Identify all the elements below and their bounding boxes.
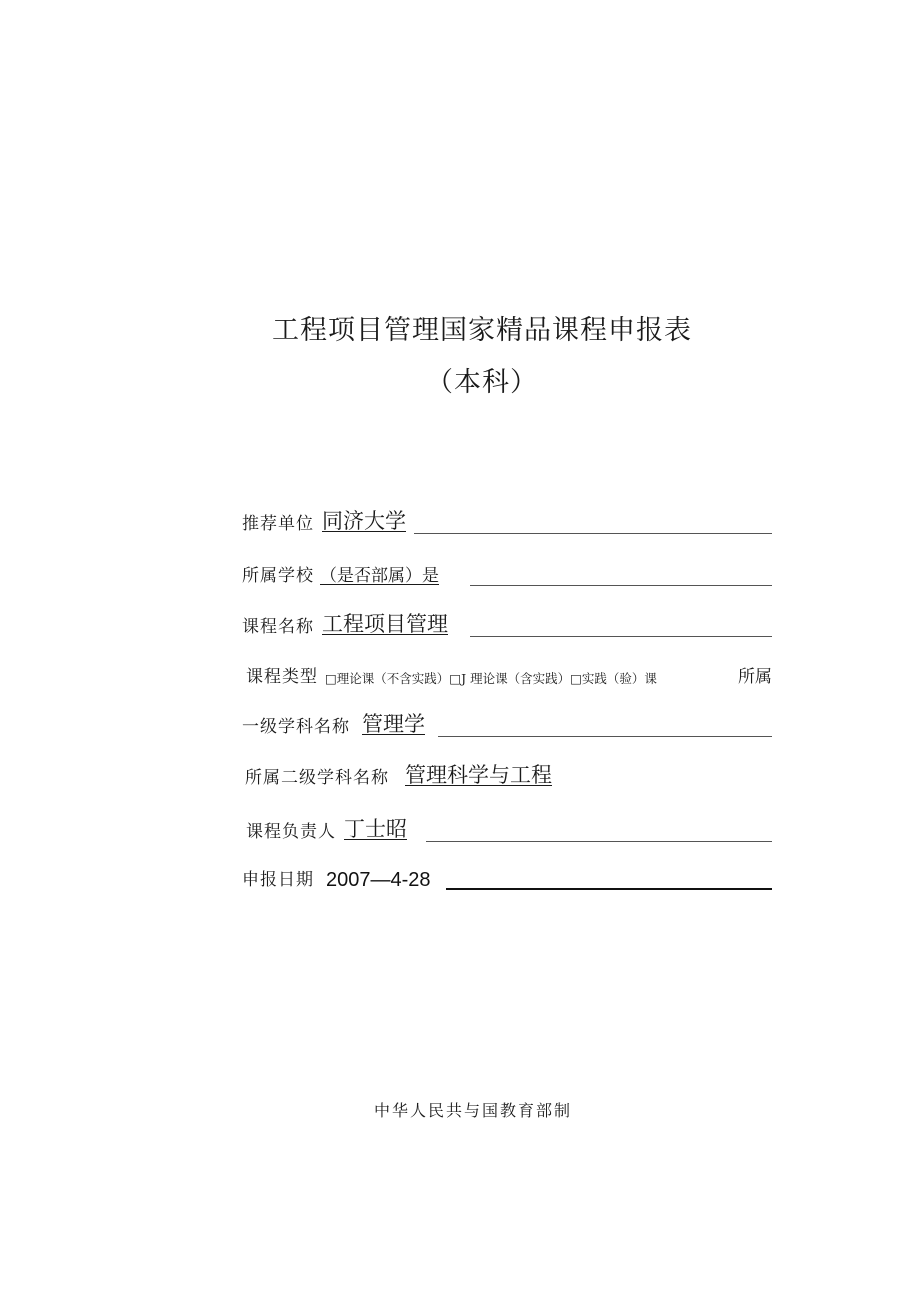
field-label: 所属二级学科名称	[245, 768, 389, 788]
field-course-name	[242, 609, 774, 639]
course-type-options: □理论课（不含实践）□J 理论课（含实践）□实践（验）课	[325, 671, 657, 686]
course-type-suffix: 所属	[738, 667, 772, 687]
field-value: 同济大学	[322, 509, 406, 533]
blank-line	[470, 585, 772, 586]
field-value: 管理科学与工程	[405, 763, 552, 787]
field-label: 推荐单位	[242, 514, 314, 534]
field-course-leader	[246, 814, 778, 844]
field-course-type	[246, 659, 778, 689]
field-label: 一级学科名称	[242, 717, 350, 737]
field-label: 课程类型	[246, 667, 318, 687]
field-secondary-discipline	[245, 760, 777, 790]
field-value: （是否部属）是	[320, 566, 439, 586]
blank-line	[426, 841, 772, 842]
field-label: 申报日期	[242, 870, 314, 890]
field-value: 工程项目管理	[322, 612, 448, 636]
field-value: 丁士昭	[344, 817, 407, 841]
blank-line	[470, 636, 772, 637]
field-label: 课程负责人	[246, 822, 336, 842]
document-title: 工程项目管理国家精品课程申报表	[272, 315, 692, 346]
document-subtitle: （本科）	[426, 367, 538, 398]
field-primary-discipline	[242, 709, 774, 739]
field-label: 课程名称	[242, 617, 314, 637]
field-school	[242, 558, 774, 588]
issuer-footer: 中华人民共与国教育部制	[373, 1101, 572, 1120]
field-application-date	[242, 862, 774, 892]
field-recommending-unit	[242, 506, 774, 536]
field-value: 管理学	[362, 712, 425, 736]
field-label: 所属学校	[242, 566, 314, 586]
field-value: 2007—4-28	[326, 869, 431, 891]
blank-line	[414, 533, 772, 534]
blank-line	[438, 736, 772, 737]
blank-line	[446, 888, 772, 890]
